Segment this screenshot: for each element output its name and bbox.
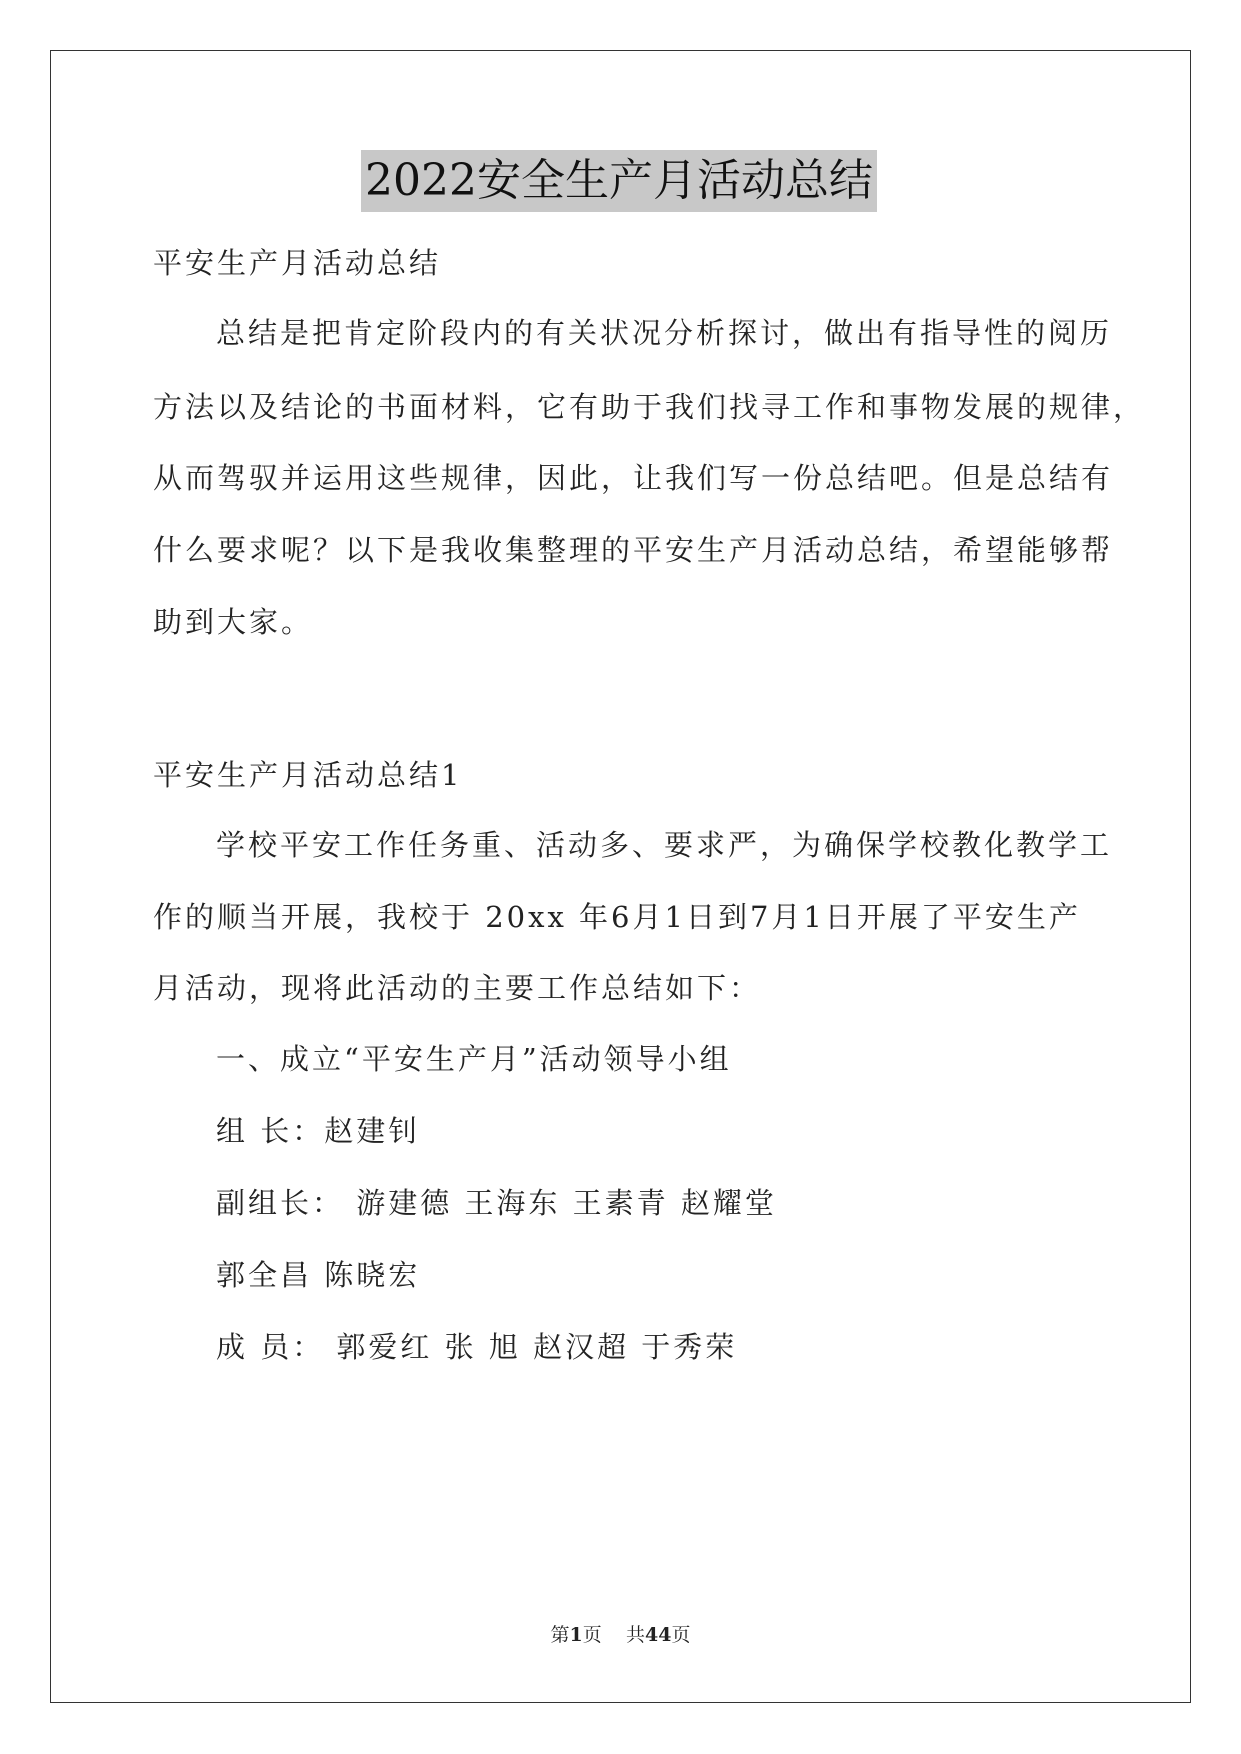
intro-line-2: 方法以及结论的书面材料，它有助于我们找寻工作和事物发展的规律， bbox=[153, 390, 1146, 424]
intro-line-4: 什么要求呢？以下是我收集整理的平安生产月活动总结，希望能够帮 bbox=[153, 533, 1114, 567]
footer-page-suffix: 页 bbox=[582, 1624, 602, 1646]
footer-page-prefix: 第 bbox=[550, 1624, 570, 1646]
item-1-heading: 一、成立“平安生产月”活动领导小组 bbox=[216, 1042, 732, 1076]
deputy-leaders-continued: 郭全昌 陈晓宏 bbox=[216, 1258, 421, 1292]
section-1-line-3: 月活动，现将此活动的主要工作总结如下： bbox=[153, 971, 762, 1005]
footer-total-suffix: 页 bbox=[671, 1624, 691, 1646]
footer-total-pages: 44 bbox=[644, 1624, 672, 1646]
group-leader: 组 长：赵建钊 bbox=[216, 1114, 421, 1148]
section-1-line-1: 学校平安工作任务重、活动多、要求严，为确保学校教化教学工 bbox=[216, 828, 1113, 862]
intro-line-5: 助到大家。 bbox=[153, 605, 314, 639]
page-border bbox=[50, 50, 1191, 1703]
footer-page-number: 1 bbox=[569, 1624, 583, 1646]
page-footer bbox=[0, 1622, 1241, 1648]
intro-line-3: 从而驾驭并运用这些规律，因此，让我们写一份总结吧。但是总结有 bbox=[153, 461, 1114, 495]
section-1-heading: 平安生产月活动总结1 bbox=[153, 758, 463, 792]
footer-total-prefix: 共 bbox=[625, 1624, 645, 1646]
deputy-leaders: 副组长： 游建德 王海东 王素青 赵耀堂 bbox=[216, 1186, 777, 1220]
intro-line-1: 总结是把肯定阶段内的有关状况分析探讨，做出有指导性的阅历 bbox=[216, 316, 1113, 350]
intro-heading: 平安生产月活动总结 bbox=[153, 246, 442, 280]
document-title: 2022安全生产月活动总结 bbox=[361, 150, 877, 212]
group-members: 成 员： 郭爱红 张 旭 赵汉超 于秀荣 bbox=[216, 1330, 738, 1364]
section-1-line-2: 作的顺当开展，我校于 20xx 年6月1日到7月1日开展了平安生产 bbox=[153, 900, 1081, 934]
